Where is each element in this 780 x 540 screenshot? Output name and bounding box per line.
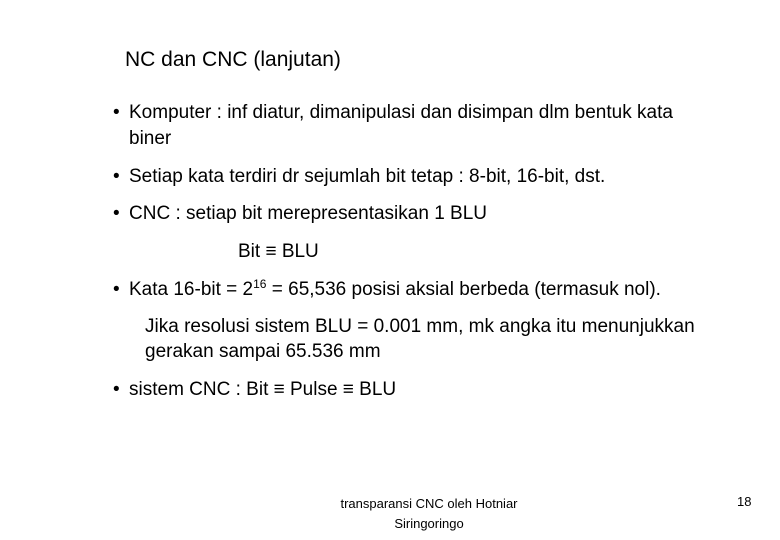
footer-credit	[314, 494, 544, 534]
bullet-komputer-continuation: biner	[129, 128, 172, 149]
bullet-cnc-bit	[113, 201, 487, 227]
bullet-marker: •	[113, 279, 120, 300]
bit-blu-equivalence: Bit ≡ BLU	[238, 241, 319, 262]
bullet-sistem-cnc	[113, 377, 396, 403]
slide-title: NC dan CNC (lanjutan)	[125, 48, 341, 71]
bullet-text: Setiap kata terdiri dr sejumlah bit tetap : 8-bit, 16-bit, dst.	[129, 166, 606, 187]
bullet-text: CNC : setiap bit merepresentasikan 1 BLU	[129, 203, 487, 224]
resolution-note-line1: Jika resolusi sistem BLU = 0.001 mm, mk angka itu menunjukkan	[145, 316, 695, 337]
footer-line-2: Siringoringo	[394, 516, 464, 531]
kata-suffix: = 65,536 posisi aksial berbeda (termasuk nol).	[266, 279, 661, 300]
page-number: 18	[737, 494, 752, 509]
bullet-marker: •	[113, 379, 120, 400]
kata-exponent: 16	[253, 277, 267, 291]
bullet-marker: •	[113, 203, 120, 224]
footer-line-1: transparansi CNC oleh Hotniar	[340, 496, 518, 511]
bullet-kata-16-bit	[113, 277, 661, 303]
kata-prefix: Kata 16-bit = 2	[129, 279, 254, 300]
bullet-text: sistem CNC : Bit ≡ Pulse ≡ BLU	[129, 379, 397, 400]
bullet-text: Komputer : inf diatur, dimanipulasi dan disimpan dlm bentuk kata	[129, 102, 673, 123]
bullet-komputer	[113, 100, 673, 126]
bullet-marker: •	[113, 102, 120, 123]
bullet-setiap-kata	[113, 164, 605, 190]
resolution-note-line2: gerakan sampai 65.536 mm	[145, 341, 381, 362]
bullet-marker: •	[113, 166, 120, 187]
